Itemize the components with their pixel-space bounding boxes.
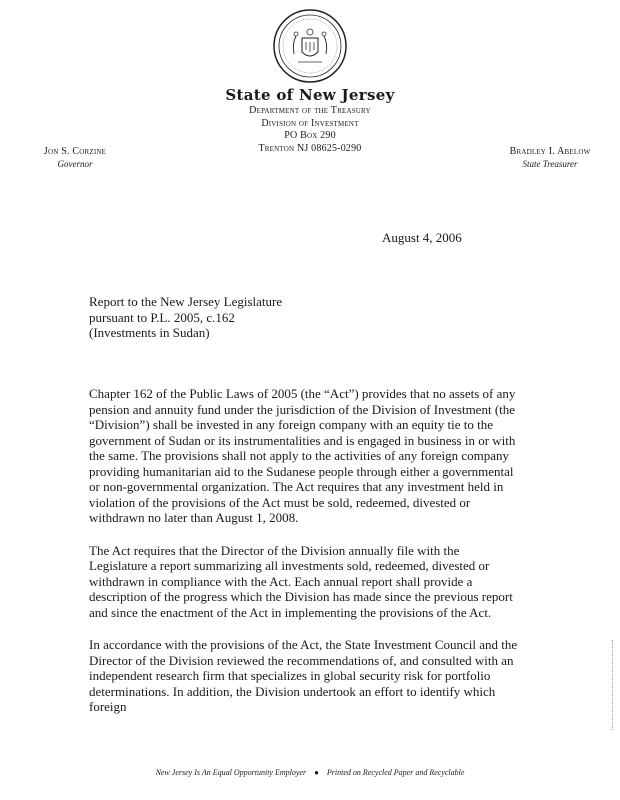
body-paragraph: In accordance with the provisions of the Act, the State Investment Council and the Director of the Division reviewed the recommendations of, and consulted with an independent research firm that specializes in global security risk for portfolio determinations. In addition, the Division undertook an effort to identify which foreign [89,637,518,714]
city-address: Trenton NJ 08625-0290 [258,142,362,154]
scan-margin-marks [612,640,615,730]
footer-employer: New Jersey Is An Equal Opportunity Employer [155,768,307,777]
body-paragraph: Chapter 162 of the Public Laws of 2005 (the “Act”) provides that no assets of any pension and annuity fund under the jurisdiction of the Division of Investment (the “Division”) shall be invested in any foreign company with an equity tie to the government of Sudan or its instrumentalities and is engaged in business in or with the same. The provisions shall not apply to the activities of any foreign company providing humanitarian aid to the Sudanese people through either a governmental or non-governmental organization. The Act requires that any investment held in violation of the provisions of the Act must be sold, redeemed, divested or withdrawn no later than August 1, 2008. [89,386,516,525]
department-name: Department of the Treasury [249,105,371,116]
governor-name: Jon S. Corzine [43,146,107,157]
letter-body [89,386,521,732]
state-title: State of New Jersey [225,86,395,104]
body-paragraph: The Act requires that the Director of the Division annually file with the Legislature a report summarizing all investments sold, redeemed, divested or withdrawn in compliance with the Act. Each annual report shall provide a description of the progress which the Division has made since the previous report and since the enactment of the Act in implementing the provisions of the Act. [89,542,513,620]
footer-recycled: Printed on Recycled Paper and Recyclable [326,768,465,777]
letterhead [150,86,470,155]
treasurer-block [490,146,610,170]
subject-line: Report to the New Jersey Legislature [89,294,283,309]
footer [0,768,620,777]
subject-line: pursuant to P.L. 2005, c.162 [89,309,235,325]
governor-block [20,146,130,170]
letter-date: August 4, 2006 [382,230,462,245]
po-box: PO Box 290 [284,130,336,141]
subject-block [89,294,449,341]
division-name: Division of Investment [261,117,359,129]
state-seal-icon [272,8,348,84]
treasurer-name: Bradley I. Abelow [509,146,591,157]
subject-line: (Investments in Sudan) [89,325,210,340]
governor-title: Governor [57,159,93,169]
bullet-icon: ● [314,768,319,777]
treasurer-title: State Treasurer [522,159,578,169]
